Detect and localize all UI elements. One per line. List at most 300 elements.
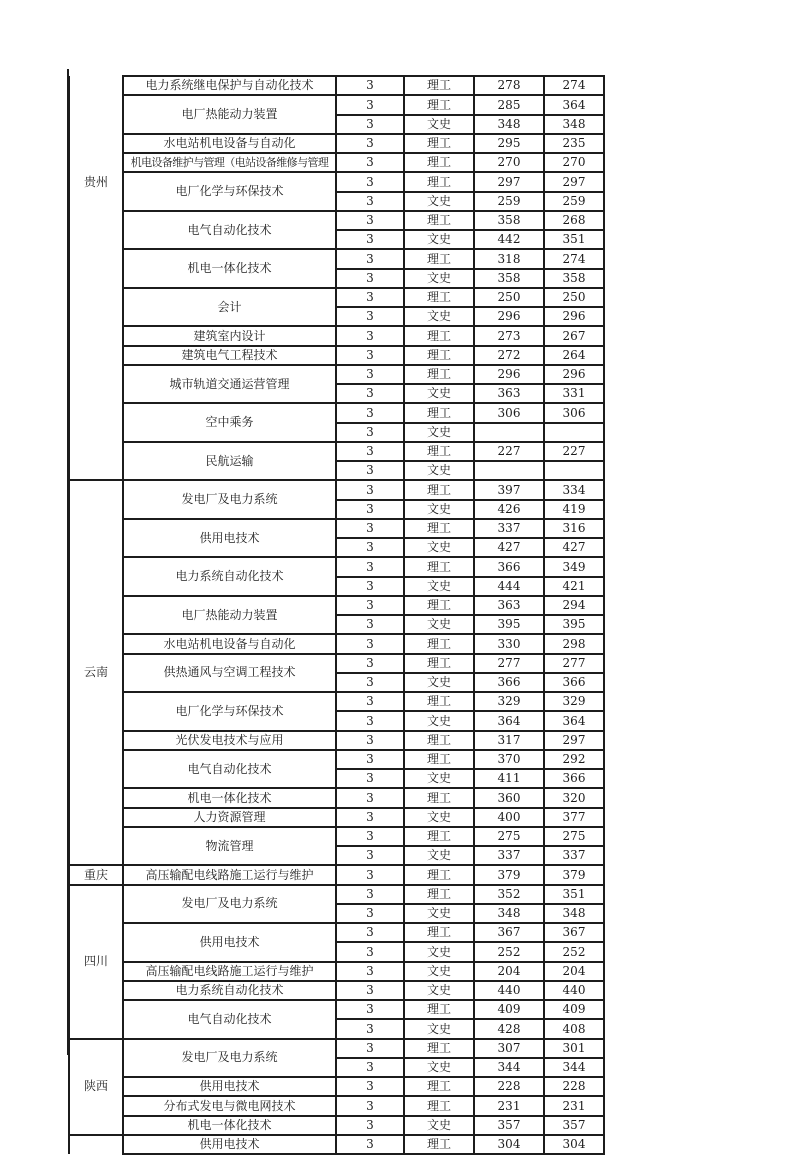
table-row — [69, 288, 604, 307]
score-b-cell: 364 — [544, 95, 604, 114]
score-b-cell: 296 — [544, 365, 604, 384]
major-cell: 电厂热能动力装置 — [123, 596, 336, 635]
score-b-cell: 227 — [544, 442, 604, 461]
score-a-cell: 337 — [474, 846, 544, 865]
years-cell: 3 — [336, 615, 404, 634]
category-cell: 文史 — [404, 942, 474, 961]
years-cell: 3 — [336, 423, 404, 442]
category-cell: 理工 — [404, 480, 474, 499]
years-cell: 3 — [336, 134, 404, 153]
major-cell: 分布式发电与微电网技术 — [123, 1096, 336, 1115]
table-row — [69, 76, 604, 95]
category-cell: 理工 — [404, 1000, 474, 1019]
table-row — [69, 172, 604, 191]
years-cell: 3 — [336, 846, 404, 865]
years-cell: 3 — [336, 307, 404, 326]
score-a-cell: 348 — [474, 115, 544, 134]
category-cell: 理工 — [404, 692, 474, 711]
major-cell: 电力系统继电保护与自动化技术 — [123, 76, 336, 95]
score-a-cell: 395 — [474, 615, 544, 634]
major-cell: 发电厂及电力系统 — [123, 1039, 336, 1078]
province-cell: 陕西 — [69, 1039, 123, 1135]
score-a-cell: 297 — [474, 172, 544, 191]
category-cell: 理工 — [404, 557, 474, 576]
years-cell: 3 — [336, 711, 404, 730]
score-b-cell: 427 — [544, 538, 604, 557]
years-cell: 3 — [336, 1039, 404, 1058]
category-cell: 理工 — [404, 326, 474, 345]
table-row — [69, 1000, 604, 1019]
major-cell: 人力资源管理 — [123, 808, 336, 827]
years-cell: 3 — [336, 750, 404, 769]
major-cell: 高压输配电线路施工运行与维护 — [123, 962, 336, 981]
years-cell: 3 — [336, 692, 404, 711]
years-cell: 3 — [336, 1116, 404, 1135]
years-cell: 3 — [336, 731, 404, 750]
score-a-cell: 252 — [474, 942, 544, 961]
score-b-cell: 337 — [544, 846, 604, 865]
province-cell: 贵州 — [69, 76, 123, 480]
score-b-cell: 419 — [544, 500, 604, 519]
score-a-cell: 227 — [474, 442, 544, 461]
score-b-cell: 292 — [544, 750, 604, 769]
table-row — [69, 1077, 604, 1096]
major-cell: 空中乘务 — [123, 403, 336, 442]
category-cell: 文史 — [404, 769, 474, 788]
years-cell: 3 — [336, 962, 404, 981]
table-row — [69, 95, 604, 114]
category-cell: 文史 — [404, 115, 474, 134]
years-cell: 3 — [336, 634, 404, 653]
category-cell: 理工 — [404, 249, 474, 268]
score-a-cell: 444 — [474, 577, 544, 596]
score-b-cell: 351 — [544, 885, 604, 904]
score-b-cell: 270 — [544, 153, 604, 172]
category-cell: 理工 — [404, 1096, 474, 1115]
score-b-cell: 367 — [544, 923, 604, 942]
category-cell: 理工 — [404, 172, 474, 191]
major-cell: 电气自动化技术 — [123, 1000, 336, 1039]
score-b-cell: 357 — [544, 1116, 604, 1135]
score-b-cell: 306 — [544, 403, 604, 422]
category-cell: 文史 — [404, 981, 474, 1000]
years-cell: 3 — [336, 461, 404, 480]
scores-table — [68, 75, 605, 1155]
score-a-cell: 296 — [474, 307, 544, 326]
years-cell: 3 — [336, 769, 404, 788]
category-cell: 理工 — [404, 519, 474, 538]
years-cell: 3 — [336, 384, 404, 403]
major-cell: 机电一体化技术 — [123, 788, 336, 807]
major-cell: 电气自动化技术 — [123, 211, 336, 250]
score-b-cell: 297 — [544, 172, 604, 191]
years-cell: 3 — [336, 211, 404, 230]
category-cell: 理工 — [404, 76, 474, 95]
score-a-cell: 379 — [474, 865, 544, 884]
score-a-cell: 357 — [474, 1116, 544, 1135]
score-b-cell: 331 — [544, 384, 604, 403]
score-a-cell: 370 — [474, 750, 544, 769]
province-cell: 重庆 — [69, 865, 123, 884]
major-cell: 电厂化学与环保技术 — [123, 692, 336, 731]
years-cell: 3 — [336, 1019, 404, 1038]
category-cell: 理工 — [404, 442, 474, 461]
category-cell: 理工 — [404, 827, 474, 846]
table-row — [69, 557, 604, 576]
score-b-cell: 204 — [544, 962, 604, 981]
province-cell: 四川 — [69, 885, 123, 1039]
major-cell: 高压输配电线路施工运行与维护 — [123, 865, 336, 884]
score-a-cell: 250 — [474, 288, 544, 307]
score-b-cell: 297 — [544, 731, 604, 750]
major-cell: 城市轨道交通运营管理 — [123, 365, 336, 404]
years-cell: 3 — [336, 1000, 404, 1019]
score-a-cell: 318 — [474, 249, 544, 268]
score-a-cell: 442 — [474, 230, 544, 249]
major-cell: 电力系统自动化技术 — [123, 981, 336, 1000]
score-b-cell: 351 — [544, 230, 604, 249]
table-row — [69, 654, 604, 673]
score-a-cell: 307 — [474, 1039, 544, 1058]
major-cell: 电厂化学与环保技术 — [123, 172, 336, 211]
category-cell: 文史 — [404, 500, 474, 519]
major-cell: 供用电技术 — [123, 519, 336, 558]
years-cell: 3 — [336, 249, 404, 268]
category-cell: 文史 — [404, 423, 474, 442]
years-cell: 3 — [336, 519, 404, 538]
score-b-cell: 366 — [544, 769, 604, 788]
years-cell: 3 — [336, 538, 404, 557]
years-cell: 3 — [336, 808, 404, 827]
table-row — [69, 750, 604, 769]
years-cell: 3 — [336, 153, 404, 172]
years-cell: 3 — [336, 442, 404, 461]
category-cell: 理工 — [404, 211, 474, 230]
major-cell: 电厂热能动力装置 — [123, 95, 336, 134]
years-cell: 3 — [336, 827, 404, 846]
table-row — [69, 1135, 604, 1154]
major-cell: 光伏发电技术与应用 — [123, 731, 336, 750]
years-cell: 3 — [336, 346, 404, 365]
table-row — [69, 1039, 604, 1058]
category-cell: 理工 — [404, 750, 474, 769]
score-a-cell: 304 — [474, 1135, 544, 1154]
score-b-cell: 421 — [544, 577, 604, 596]
score-a-cell: 360 — [474, 788, 544, 807]
score-b-cell: 294 — [544, 596, 604, 615]
years-cell: 3 — [336, 76, 404, 95]
score-a-cell: 358 — [474, 211, 544, 230]
score-a-cell: 427 — [474, 538, 544, 557]
category-cell: 文史 — [404, 962, 474, 981]
years-cell: 3 — [336, 577, 404, 596]
category-cell: 文史 — [404, 192, 474, 211]
category-cell: 理工 — [404, 788, 474, 807]
table-row — [69, 923, 604, 942]
major-cell: 物流管理 — [123, 827, 336, 866]
table-row — [69, 808, 604, 827]
table-row — [69, 346, 604, 365]
score-b-cell: 235 — [544, 134, 604, 153]
years-cell: 3 — [336, 500, 404, 519]
years-cell: 3 — [336, 480, 404, 499]
score-a-cell: 411 — [474, 769, 544, 788]
years-cell: 3 — [336, 865, 404, 884]
score-a-cell: 426 — [474, 500, 544, 519]
category-cell: 理工 — [404, 1077, 474, 1096]
category-cell: 文史 — [404, 846, 474, 865]
score-b-cell: 349 — [544, 557, 604, 576]
table-row — [69, 1116, 604, 1135]
category-cell: 理工 — [404, 731, 474, 750]
years-cell: 3 — [336, 95, 404, 114]
province-cell — [69, 1135, 123, 1154]
score-b-cell: 231 — [544, 1096, 604, 1115]
category-cell: 文史 — [404, 673, 474, 692]
category-cell: 文史 — [404, 538, 474, 557]
score-a-cell: 337 — [474, 519, 544, 538]
category-cell: 理工 — [404, 885, 474, 904]
score-b-cell: 264 — [544, 346, 604, 365]
category-cell: 文史 — [404, 461, 474, 480]
table-row — [69, 962, 604, 981]
major-cell: 建筑室内设计 — [123, 326, 336, 345]
years-cell: 3 — [336, 326, 404, 345]
category-cell: 文史 — [404, 1019, 474, 1038]
score-b-cell: 228 — [544, 1077, 604, 1096]
score-b-cell: 274 — [544, 249, 604, 268]
major-cell: 机电一体化技术 — [123, 1116, 336, 1135]
table-row — [69, 153, 604, 172]
score-b-cell: 440 — [544, 981, 604, 1000]
table-row — [69, 403, 604, 422]
score-a-cell: 273 — [474, 326, 544, 345]
table-row — [69, 442, 604, 461]
category-cell: 文史 — [404, 269, 474, 288]
score-b-cell: 259 — [544, 192, 604, 211]
category-cell: 理工 — [404, 346, 474, 365]
score-a-cell: 204 — [474, 962, 544, 981]
table-row — [69, 365, 604, 384]
category-cell: 理工 — [404, 288, 474, 307]
major-cell: 供热通风与空调工程技术 — [123, 654, 336, 693]
years-cell: 3 — [336, 981, 404, 1000]
category-cell: 理工 — [404, 1135, 474, 1154]
years-cell: 3 — [336, 673, 404, 692]
score-a-cell: 358 — [474, 269, 544, 288]
category-cell: 理工 — [404, 923, 474, 942]
score-a-cell: 275 — [474, 827, 544, 846]
major-cell: 发电厂及电力系统 — [123, 480, 336, 519]
years-cell: 3 — [336, 1135, 404, 1154]
years-cell: 3 — [336, 172, 404, 191]
score-a-cell: 366 — [474, 673, 544, 692]
score-a-cell: 330 — [474, 634, 544, 653]
score-b-cell: 348 — [544, 115, 604, 134]
category-cell: 文史 — [404, 577, 474, 596]
years-cell: 3 — [336, 654, 404, 673]
score-a-cell: 400 — [474, 808, 544, 827]
major-cell: 建筑电气工程技术 — [123, 346, 336, 365]
years-cell: 3 — [336, 1096, 404, 1115]
score-b-cell: 366 — [544, 673, 604, 692]
score-a-cell: 428 — [474, 1019, 544, 1038]
score-a-cell: 344 — [474, 1058, 544, 1077]
score-a-cell: 367 — [474, 923, 544, 942]
years-cell: 3 — [336, 885, 404, 904]
score-b-cell: 408 — [544, 1019, 604, 1038]
table-row — [69, 134, 604, 153]
major-cell: 供用电技术 — [123, 1135, 336, 1154]
years-cell: 3 — [336, 192, 404, 211]
major-cell: 发电厂及电力系统 — [123, 885, 336, 924]
years-cell: 3 — [336, 288, 404, 307]
score-a-cell: 306 — [474, 403, 544, 422]
score-b-cell: 274 — [544, 76, 604, 95]
score-a-cell: 272 — [474, 346, 544, 365]
category-cell: 文史 — [404, 711, 474, 730]
years-cell: 3 — [336, 557, 404, 576]
category-cell: 理工 — [404, 403, 474, 422]
years-cell: 3 — [336, 115, 404, 134]
province-cell: 云南 — [69, 480, 123, 865]
category-cell: 文史 — [404, 384, 474, 403]
score-a-cell: 440 — [474, 981, 544, 1000]
score-b-cell: 364 — [544, 711, 604, 730]
score-a-cell: 228 — [474, 1077, 544, 1096]
score-b-cell: 301 — [544, 1039, 604, 1058]
category-cell: 理工 — [404, 153, 474, 172]
score-a-cell: 366 — [474, 557, 544, 576]
category-cell: 文史 — [404, 904, 474, 923]
category-cell: 理工 — [404, 134, 474, 153]
scores-table-body — [69, 76, 604, 1154]
score-b-cell: 277 — [544, 654, 604, 673]
major-cell: 民航运输 — [123, 442, 336, 481]
major-cell: 电气自动化技术 — [123, 750, 336, 789]
years-cell: 3 — [336, 1077, 404, 1096]
category-cell: 文史 — [404, 808, 474, 827]
years-cell: 3 — [336, 365, 404, 384]
score-b-cell: 377 — [544, 808, 604, 827]
table-row — [69, 692, 604, 711]
table-row — [69, 1096, 604, 1115]
score-a-cell: 317 — [474, 731, 544, 750]
score-a-cell: 352 — [474, 885, 544, 904]
major-cell: 水电站机电设备与自动化 — [123, 634, 336, 653]
score-a-cell: 270 — [474, 153, 544, 172]
score-b-cell: 379 — [544, 865, 604, 884]
years-cell: 3 — [336, 942, 404, 961]
category-cell: 理工 — [404, 634, 474, 653]
category-cell: 理工 — [404, 654, 474, 673]
score-b-cell: 252 — [544, 942, 604, 961]
score-a-cell: 296 — [474, 365, 544, 384]
category-cell: 文史 — [404, 307, 474, 326]
major-cell: 供用电技术 — [123, 923, 336, 962]
score-a-cell: 259 — [474, 192, 544, 211]
score-a-cell — [474, 423, 544, 442]
score-a-cell — [474, 461, 544, 480]
table-row — [69, 519, 604, 538]
score-a-cell: 277 — [474, 654, 544, 673]
major-cell: 供用电技术 — [123, 1077, 336, 1096]
score-b-cell: 250 — [544, 288, 604, 307]
score-b-cell: 334 — [544, 480, 604, 499]
score-a-cell: 364 — [474, 711, 544, 730]
years-cell: 3 — [336, 596, 404, 615]
table-row — [69, 865, 604, 884]
score-b-cell — [544, 461, 604, 480]
score-a-cell: 363 — [474, 596, 544, 615]
years-cell: 3 — [336, 403, 404, 422]
score-b-cell: 320 — [544, 788, 604, 807]
major-cell: 机电设备维护与管理（电站设备维修与管理 — [123, 153, 336, 172]
category-cell: 文史 — [404, 615, 474, 634]
score-b-cell: 316 — [544, 519, 604, 538]
score-b-cell: 304 — [544, 1135, 604, 1154]
years-cell: 3 — [336, 269, 404, 288]
years-cell: 3 — [336, 1058, 404, 1077]
score-b-cell: 409 — [544, 1000, 604, 1019]
score-a-cell: 231 — [474, 1096, 544, 1115]
category-cell: 文史 — [404, 230, 474, 249]
score-b-cell: 348 — [544, 904, 604, 923]
category-cell: 文史 — [404, 1116, 474, 1135]
table-row — [69, 596, 604, 615]
table-row — [69, 249, 604, 268]
category-cell: 文史 — [404, 1058, 474, 1077]
table-row — [69, 827, 604, 846]
years-cell: 3 — [336, 788, 404, 807]
score-b-cell: 275 — [544, 827, 604, 846]
years-cell: 3 — [336, 230, 404, 249]
major-cell: 机电一体化技术 — [123, 249, 336, 288]
table-row — [69, 731, 604, 750]
category-cell: 理工 — [404, 596, 474, 615]
score-a-cell: 363 — [474, 384, 544, 403]
table-row — [69, 634, 604, 653]
score-b-cell — [544, 423, 604, 442]
score-b-cell: 395 — [544, 615, 604, 634]
score-b-cell: 344 — [544, 1058, 604, 1077]
category-cell: 理工 — [404, 95, 474, 114]
major-cell: 水电站机电设备与自动化 — [123, 134, 336, 153]
major-cell: 电力系统自动化技术 — [123, 557, 336, 596]
table-row — [69, 885, 604, 904]
score-b-cell: 358 — [544, 269, 604, 288]
score-a-cell: 348 — [474, 904, 544, 923]
score-b-cell: 267 — [544, 326, 604, 345]
category-cell: 理工 — [404, 865, 474, 884]
table-row — [69, 480, 604, 499]
score-a-cell: 295 — [474, 134, 544, 153]
years-cell: 3 — [336, 923, 404, 942]
category-cell: 理工 — [404, 1039, 474, 1058]
score-b-cell: 296 — [544, 307, 604, 326]
category-cell: 理工 — [404, 365, 474, 384]
score-a-cell: 278 — [474, 76, 544, 95]
years-cell: 3 — [336, 904, 404, 923]
score-b-cell: 298 — [544, 634, 604, 653]
table-row — [69, 981, 604, 1000]
table-row — [69, 211, 604, 230]
score-a-cell: 409 — [474, 1000, 544, 1019]
table-row — [69, 788, 604, 807]
table-row — [69, 326, 604, 345]
score-b-cell: 329 — [544, 692, 604, 711]
score-a-cell: 285 — [474, 95, 544, 114]
